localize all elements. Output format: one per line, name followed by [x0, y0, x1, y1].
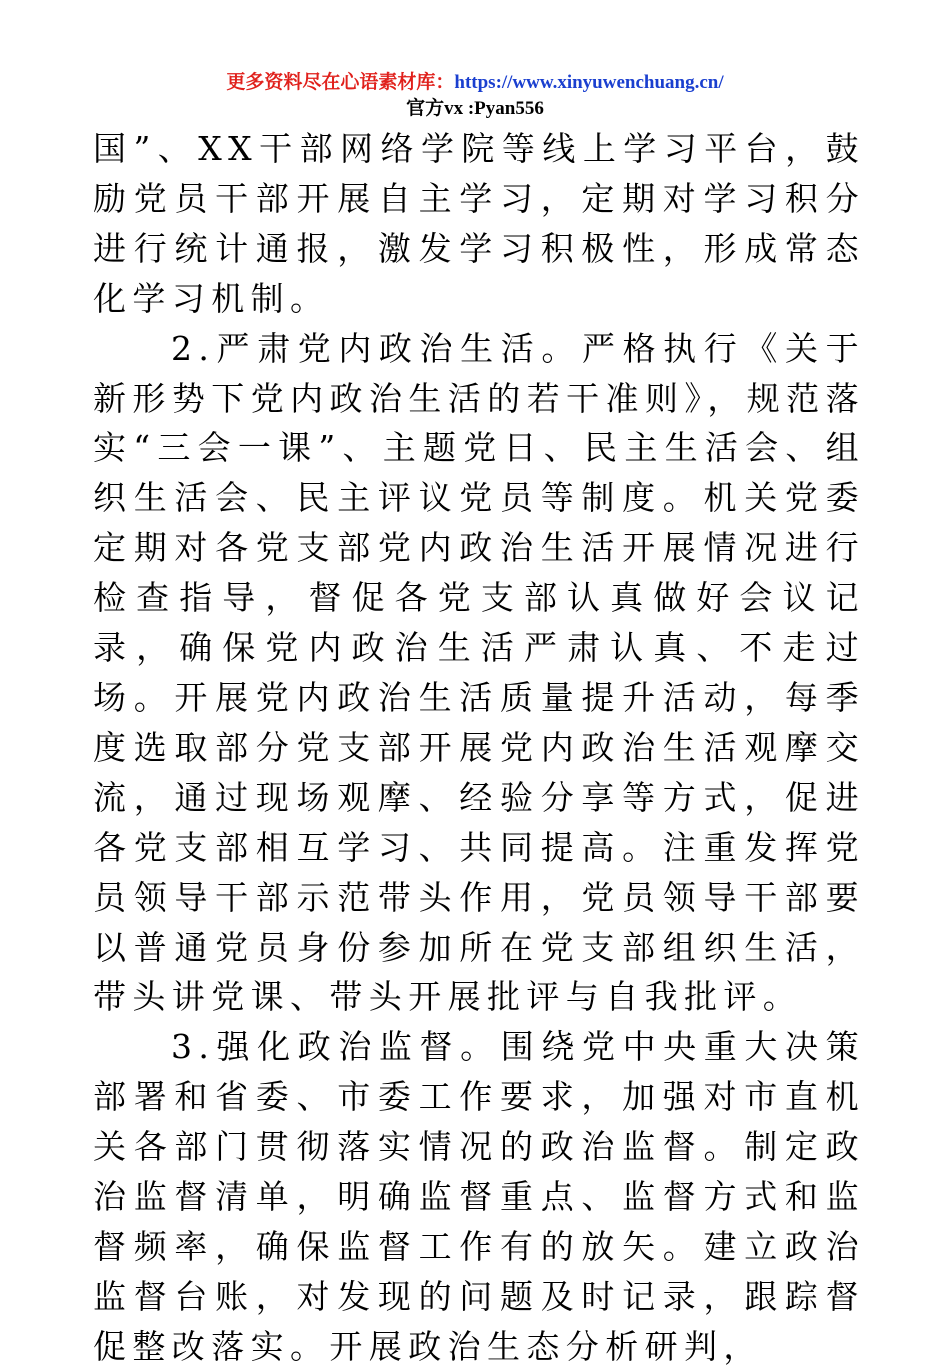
contact-line: 官方vx :Pyan556	[406, 98, 544, 119]
promo-line	[0, 70, 950, 96]
paragraph-continuation: 国”、XX干部网络学院等线上学习平台，鼓励党员干部开展自主学习，定期对学习积分进行统计通报，激发学习积极性，形成常态化学习机制。	[93, 129, 865, 318]
website-link[interactable]: https://www.xinyuwenchuang.cn/	[454, 72, 724, 93]
paragraph-party-political-life: 2.严肃党内政治生活。严格执行《关于新形势下党内政治生活的若干准则》，规范落实“三会一课”、主题党日、民主生活会、组织生活会、民主评议党员等制度。机关党委定期对各党支部党内政治生活开展情况进行检查指导，督促各党支部认真做好会议记录，确保党内政治生活严肃认真、不走过场。开展党内政治生活质量提升活动，每季度选取部分党支部开展党内政治生活观摩交流，通过现场观摩、经验分享等方式，促进各党支部相互学习、共同提高。注重发挥党员领导干部示范带头作用，党员领导干部要以普通党员身份参加所在党支部组织生活，带头讲党课、带头开展批评与自我批评。	[93, 328, 865, 1017]
paragraph-political-supervision: 3.强化政治监督。围绕党中央重大决策部署和省委、市委工作要求，加强对市直机关各部门贯彻落实情况的政治监督。制定政治监督清单，明确监督重点、监督方式和监督频率，确保监督工作有的放矢。建立政治监督台账，对发现的问题及时记录，跟踪督促整改落实。开展政治生态分析研判，	[93, 1027, 865, 1366]
document-body	[93, 124, 865, 1372]
promo-text: 更多资料尽在心语素材库：	[226, 72, 455, 93]
page-header	[0, 70, 950, 122]
